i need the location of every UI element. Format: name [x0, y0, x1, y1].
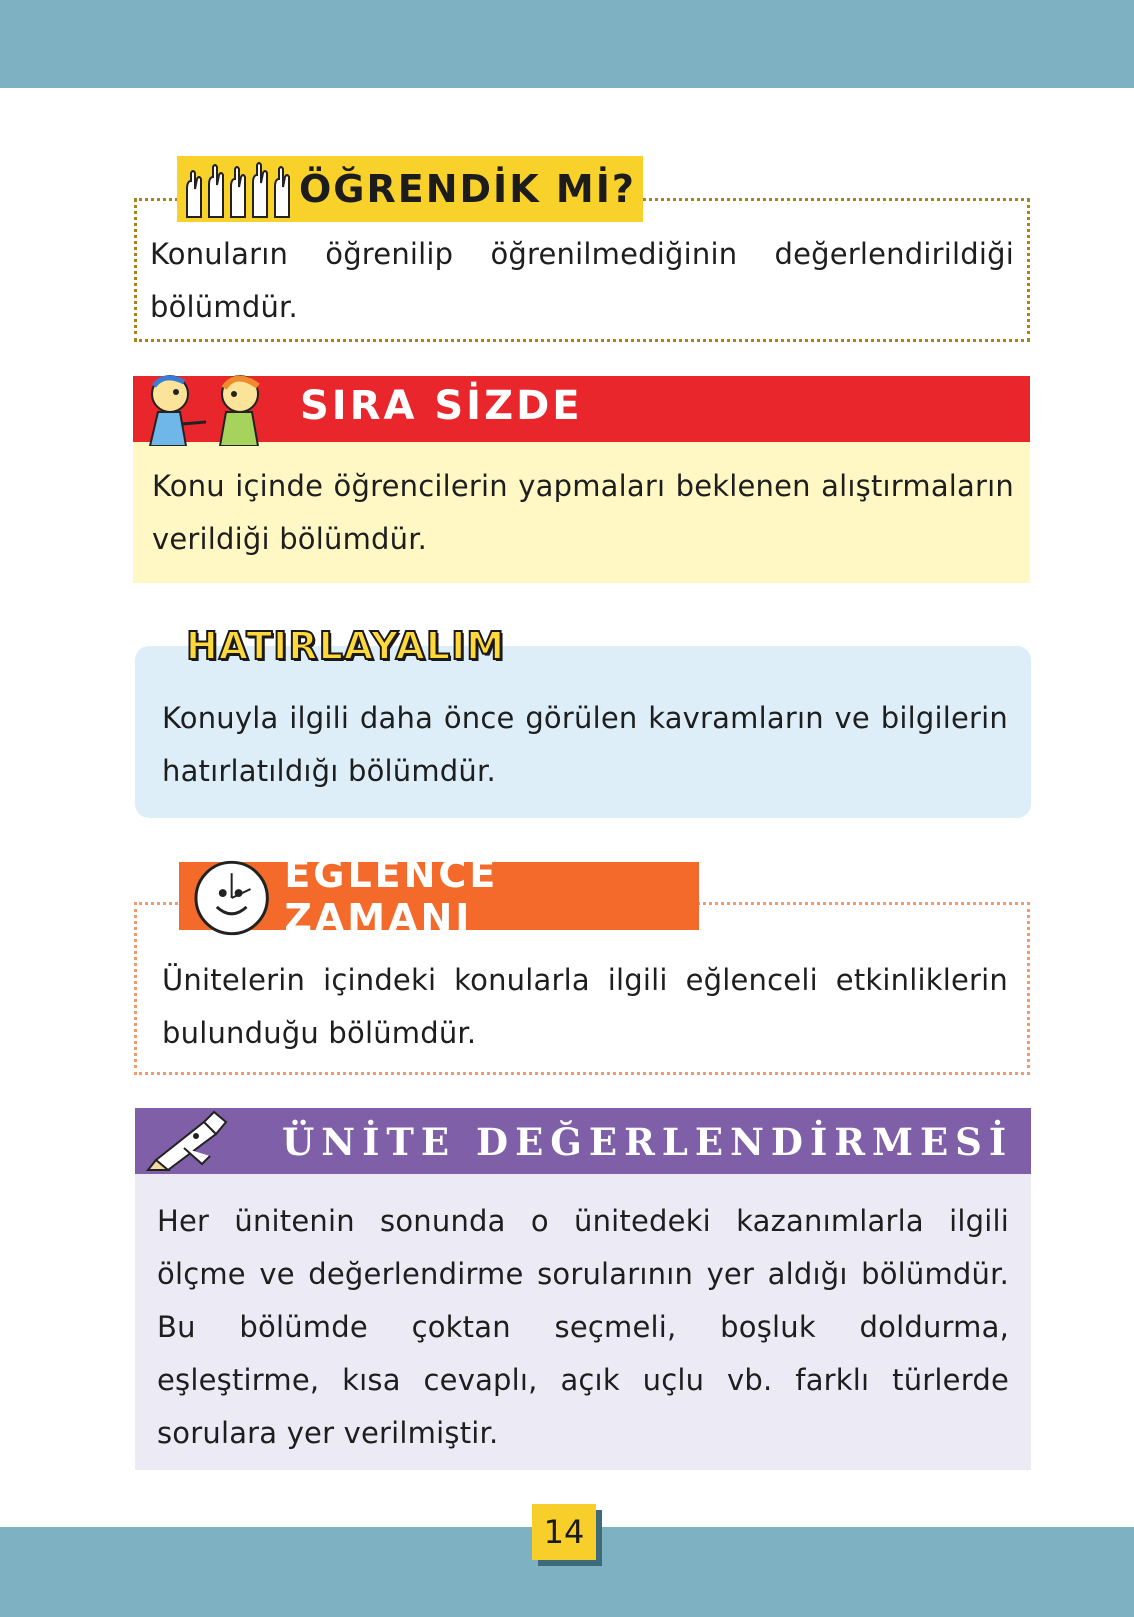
eglence-header: [179, 852, 699, 940]
clock-icon: [193, 859, 270, 937]
eglence-title: EĞLENCE ZAMANI: [284, 852, 499, 940]
ogrendik-text: Konuların öğrenilip öğrenilmediğinin değerlendirildiği bölümdür.: [150, 237, 1014, 324]
ogrendik-header: [177, 156, 643, 222]
raised-hands-icon: [181, 159, 293, 219]
eglence-text: Ünitelerin içindeki konularla ilgili eğlenceli etkinliklerin bulunduğu bölümdür.: [162, 963, 1008, 1050]
unite-text: Her ünitenin sonunda o ünitedeki kazanımlarla ilgili ölçme ve değerlendirme sorularının yer aldığı bölümdür. Bu bölümde çoktan seçmeli, boşluk doldurma, eşleştirme, kısa cevaplı, açık uçlu vb. farklı türlerde sorulara yer verilmiştir.: [157, 1204, 1009, 1450]
hatirlayalim-title: HATIRLAYALIM: [186, 624, 506, 668]
pencil-rocket-icon: [144, 1108, 234, 1174]
sira-sizde-text: Konu içinde öğrencilerin yapmaları beklenen alıştırmaların verildiği bölümdür.: [152, 469, 1014, 556]
page-number: 14: [532, 1504, 596, 1560]
ogrendik-title: ÖĞRENDİK Mİ?: [299, 167, 636, 211]
hatirlayalim-text: Konuyla ilgili daha önce görülen kavramların ve bilgilerin hatırlatıldığı bölümdür.: [162, 701, 1008, 788]
unite-title: ÜNİTE DEĞERLENDİRMESİ: [282, 1120, 1014, 1164]
kids-talking-icon: [140, 372, 268, 446]
sira-sizde-title: SIRA SİZDE: [300, 383, 583, 429]
top-band: [0, 0, 1134, 88]
